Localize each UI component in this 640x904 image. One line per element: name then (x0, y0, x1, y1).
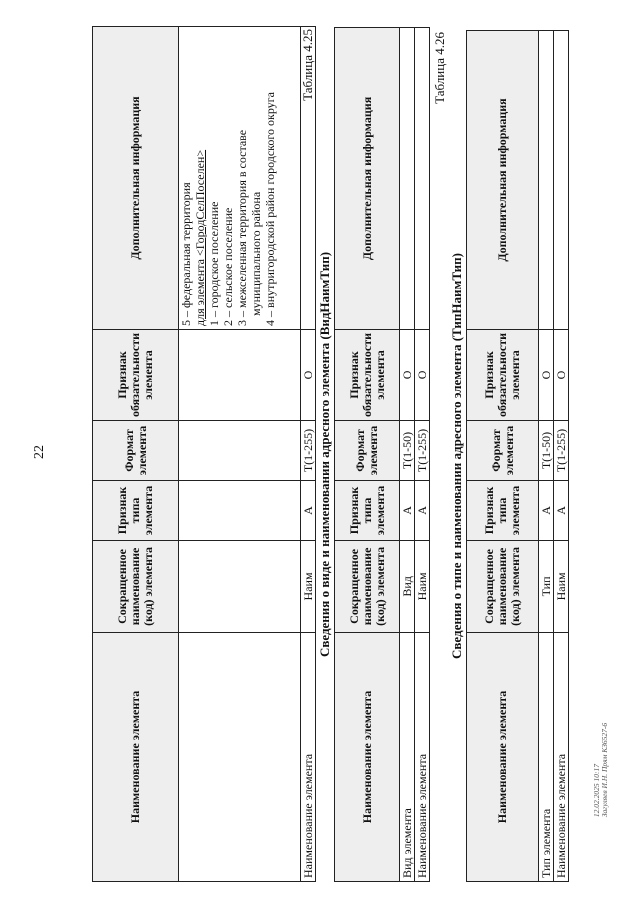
cell-info (415, 28, 430, 330)
stamp-date: 12.02.2025 10:17 (591, 764, 601, 818)
header-info: Дополнительная информация (93, 27, 179, 330)
cell-type: А (301, 480, 316, 540)
header-name: Наименование элемента (335, 632, 400, 881)
header-name: Наименование элемента (467, 632, 539, 881)
cell-name: Наименование элемента (554, 632, 569, 881)
cell-code: Вид (400, 540, 415, 632)
info-line: 1 – городское поселение (207, 201, 221, 326)
table-label: Таблица 4.25 (300, 29, 315, 101)
header-type: Признак типа элемента (467, 480, 539, 540)
cell-name: Тип элемента (539, 632, 554, 881)
header-code: Сокращенное наименование (код) элемента (467, 540, 539, 632)
table-label: Таблица 4.26 (432, 32, 447, 104)
cell-code: Наим (554, 540, 569, 632)
header-format: Формат элемента (467, 421, 539, 481)
info-cell (179, 27, 301, 330)
table-row (539, 31, 554, 882)
header-format: Формат элемента (93, 421, 179, 481)
header-type: Признак типа элемента (335, 480, 400, 540)
cell-type: А (415, 480, 430, 540)
cell-info (539, 31, 554, 330)
cell-required: О (415, 329, 430, 420)
cell-format: Т(1-255) (554, 421, 569, 481)
header-info: Дополнительная информация (467, 31, 539, 330)
cell-format: Т(1-255) (415, 420, 430, 480)
header-required: Признак обязательности элемента (467, 329, 539, 420)
stamp-signer: Загуляев И.Н. Прям КЗ6527-6 (600, 722, 609, 818)
info-line: для элемента <ГородСелПоселен> (193, 149, 207, 326)
cell-info (400, 28, 415, 330)
cell-required: О (400, 329, 415, 420)
header-type: Признак типа элемента (93, 480, 179, 540)
header-format: Формат элемента (335, 420, 400, 480)
cell-format: Т(1-50) (400, 420, 415, 480)
cell-type: А (400, 480, 415, 540)
header-required: Признак обязательности элемента (335, 329, 400, 420)
table-caption: Сведения о типе и наименовании адресного элемента (ТипНаимТип) (449, 253, 464, 659)
table-4-26 (466, 30, 569, 882)
cell-code: Наим (301, 540, 316, 632)
table-row (554, 31, 569, 882)
header-code: Сокращенное наименование (код) элемента (93, 540, 179, 632)
page-number: 22 (32, 445, 47, 459)
info-line: 3 – межселенная территория в составе (235, 129, 249, 326)
header-name: Наименование элемента (93, 632, 179, 881)
cell-name: Наименование элемента (415, 632, 430, 881)
info-line: 5 – федеральная территория (179, 182, 193, 326)
signature-stamp (593, 723, 610, 817)
cell-type: А (554, 480, 569, 540)
info-line: 2 – сельское поселение (221, 207, 235, 326)
table-1 (92, 26, 316, 882)
cell-required: О (539, 329, 554, 420)
cell-format: Т(1-50) (539, 421, 554, 481)
cell-format: Т(1-255) (301, 421, 316, 481)
table-4-25 (334, 27, 430, 882)
cell-code: Тип (539, 540, 554, 632)
info-line: 4 – внутригородской район городского округа (263, 92, 277, 326)
table-4-26-block (432, 30, 569, 882)
cell-required: О (301, 329, 316, 420)
table-1-block (92, 26, 316, 882)
header-required: Признак обязательности элемента (93, 329, 179, 420)
cell-code: Наим (415, 540, 430, 632)
info-line: муниципального района (249, 191, 263, 316)
cell-required: О (554, 329, 569, 420)
cell-name: Вид элемента (400, 632, 415, 881)
table-row (415, 28, 430, 882)
header-code: Сокращенное наименование (код) элемента (335, 540, 400, 632)
table-caption: Сведения о виде и наименовании адресного элемента (ВидНаимТип) (317, 251, 332, 658)
header-info: Дополнительная информация (335, 28, 400, 330)
table-4-25-block (300, 27, 430, 882)
cell-type: А (539, 480, 554, 540)
table-row (400, 28, 415, 882)
cell-name: Наименование элемента (301, 632, 316, 881)
cell-info (554, 31, 569, 330)
